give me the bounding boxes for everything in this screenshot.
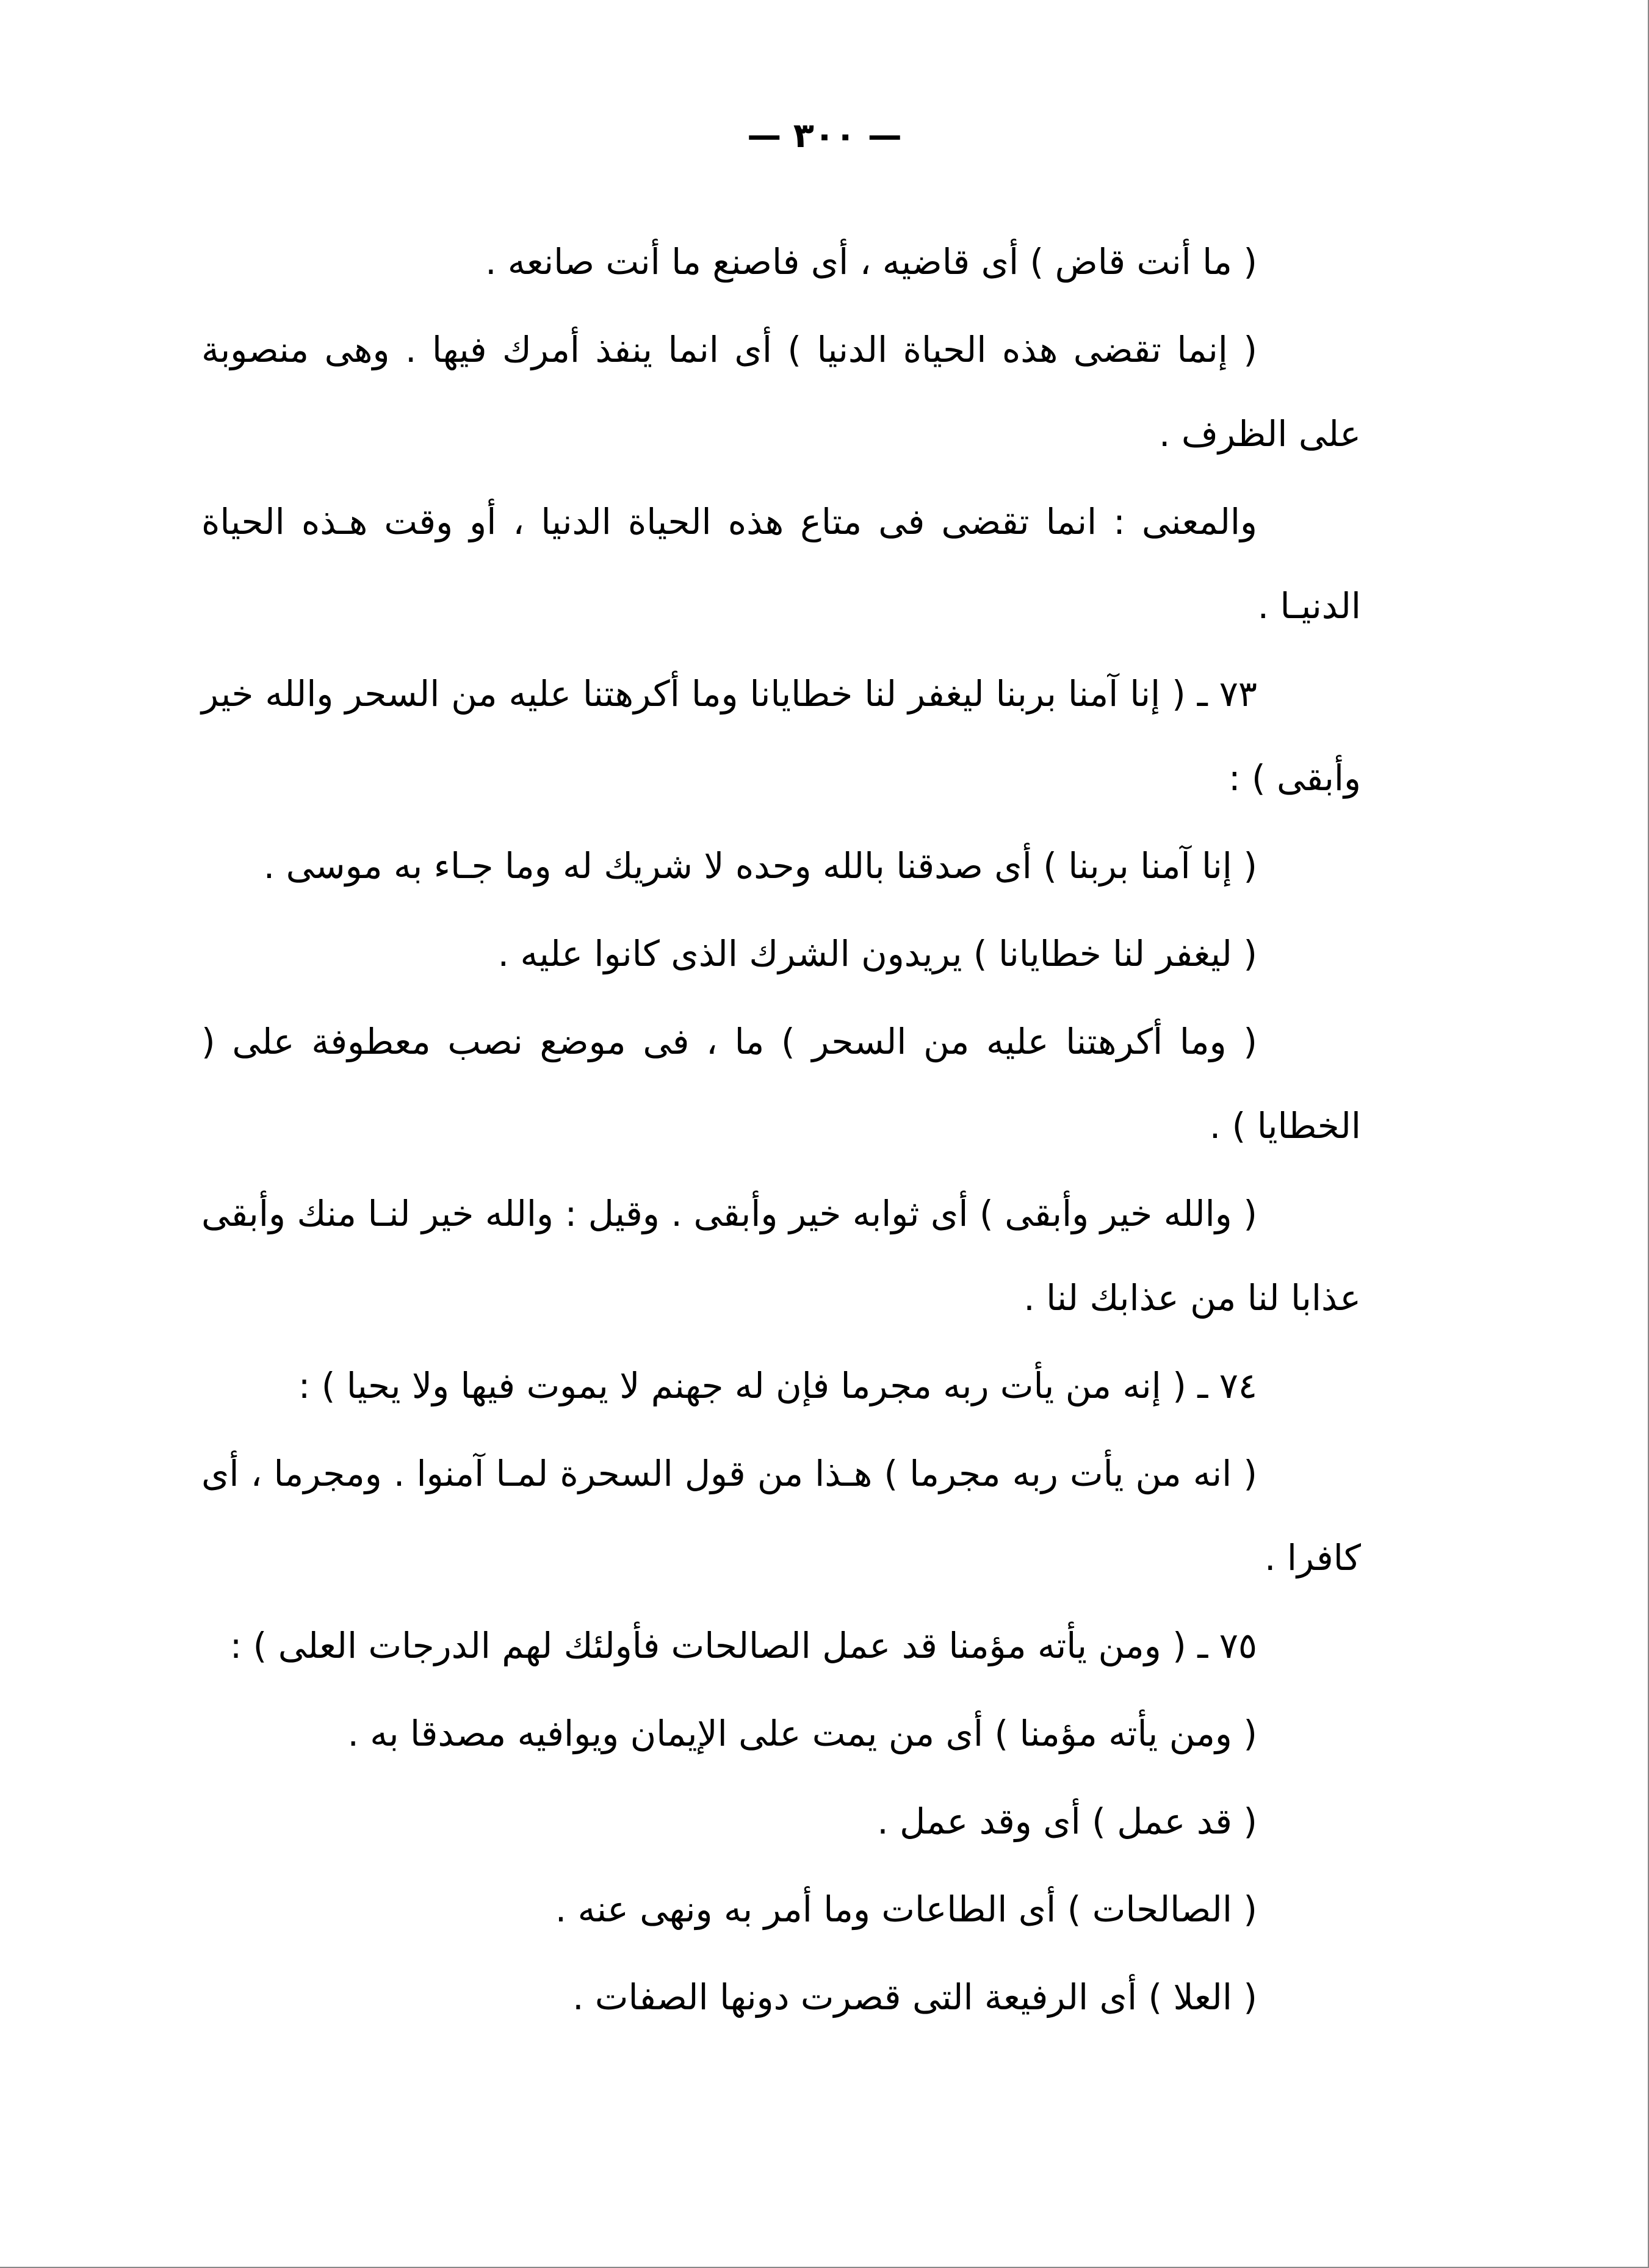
page-number: — ٣٠٠ — bbox=[747, 116, 902, 156]
page-body bbox=[201, 220, 1361, 2043]
paragraph: ( العلا ) أى الرفيعة التى قصرت دونها الصفات . bbox=[572, 1976, 1257, 2018]
paragraph: ( الصالحات ) أى الطاعات وما أمر به ونهى عنه . bbox=[555, 1888, 1257, 1930]
paragraph: والمعنى : انما تقضى فى متاع هذه الحياة الدنيا ، أو وقت هـذه الحياة الدنيـا . bbox=[201, 501, 1361, 627]
paragraph: ( وما أكرهتنا عليه من السحر ) ما ، فى موضع نصب معطوفة على ( الخطايا ) . bbox=[201, 1021, 1361, 1147]
paragraph: ( ومن يأته مؤمنا ) أى من يمت على الإيمان ويوافيه مصدقا به . bbox=[347, 1713, 1257, 1754]
paragraph: ( إنما تقضى هذه الحياة الدنيا ) أى انما ينفذ أمرك فيها . وهى منصوبة على الظرف . bbox=[201, 329, 1361, 455]
paragraph: ( انه من يأت ربه مجرما ) هـذا من قول السحرة لمـا آمنوا . ومجرما ، أى كافرا . bbox=[201, 1453, 1361, 1579]
paragraph: ( قد عمل ) أى وقد عمل . bbox=[877, 1801, 1257, 1842]
paragraph: ( ما أنت قاض ) أى قاضيه ، أى فاصنع ما أنت صانعه . bbox=[485, 241, 1257, 283]
verse-heading: ٧٥ ـ ( ومن يأته مؤمنا قد عمل الصالحات فأولئك لهم الدرجات العلى ) : bbox=[229, 1625, 1257, 1666]
verse-heading: ٧٣ ـ ( إنا آمنا بربنا ليغفر لنا خطايانا وما أكرهتنا عليه من السحر والله خير وأبقى ) : bbox=[201, 673, 1361, 799]
paragraph: ( ليغفر لنا خطايانا ) يريدون الشرك الذى كانوا عليه . bbox=[497, 933, 1257, 974]
paragraph: ( والله خير وأبقى ) أى ثوابه خير وأبقى . وقيل : والله خير لنـا منك وأبقى عذابا لنا من عذابك لنا . bbox=[201, 1193, 1361, 1319]
verse-heading: ٧٤ ـ ( إنه من يأت ربه مجرما فإن له جهنم لا يموت فيها ولا يحيا ) : bbox=[298, 1365, 1257, 1406]
paragraph: ( إنا آمنا بربنا ) أى صدقنا بالله وحده لا شريك له وما جـاء به موسى . bbox=[263, 845, 1257, 887]
